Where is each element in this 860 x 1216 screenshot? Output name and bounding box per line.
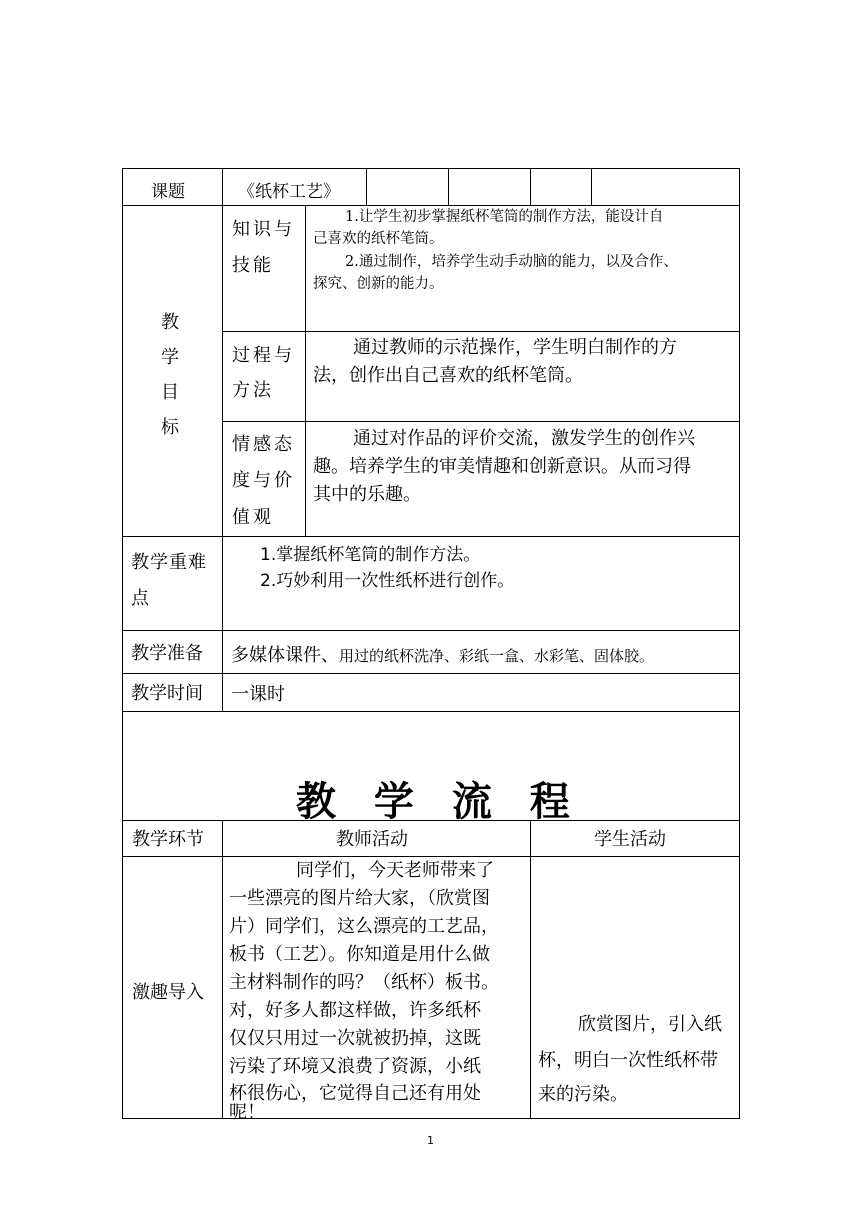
col-divider xyxy=(305,205,306,536)
process-label: 过程与 xyxy=(232,345,295,366)
knowledge-text: 探究、创新的能力。 xyxy=(313,276,444,292)
col-divider xyxy=(222,820,223,1118)
flow-header-teacher: 教师活动 xyxy=(336,829,408,850)
table-border-left xyxy=(122,168,123,1118)
student-activity-line: 杯，明白一次性纸杯带 xyxy=(538,1050,718,1071)
key-point-item: 1.掌握纸杯笔筒的制作方法。 xyxy=(260,545,481,565)
row-divider xyxy=(122,536,740,537)
knowledge-label: 知识与 xyxy=(232,219,295,240)
col-divider xyxy=(448,168,449,205)
flow-stage: 激趣导入 xyxy=(132,982,204,1003)
knowledge-text: 己喜欢的纸杯笔筒。 xyxy=(313,231,444,247)
col-divider xyxy=(591,168,592,205)
emotion-label: 度与价 xyxy=(232,470,295,491)
emotion-text: 趣。培养学生的审美情趣和创新意识。从而习得 xyxy=(313,456,691,477)
student-activity-line: 欣赏图片，引入纸 xyxy=(578,1014,722,1035)
process-text: 通过教师的示范操作，学生明白制作的方 xyxy=(353,337,677,358)
table-border-bottom xyxy=(122,1118,740,1119)
col-divider xyxy=(366,168,367,205)
emotion-text: 其中的乐趣。 xyxy=(313,484,421,505)
emotion-text: 通过对作品的评价交流，激发学生的创作兴 xyxy=(353,428,695,449)
flow-header-student: 学生活动 xyxy=(594,829,666,850)
course-label: 课题 xyxy=(151,182,185,202)
teacher-activity-line: 板书（工艺）。你知道是用什么做 xyxy=(229,944,490,965)
table-border-top xyxy=(122,168,740,169)
teacher-activity-line: 主材料制作的吗？（纸杯）板书。 xyxy=(229,972,499,993)
row-divider xyxy=(122,630,740,631)
teacher-activity-line: 同学们，今天老师带来了 xyxy=(296,860,494,881)
key-points-label: 教学重难 xyxy=(131,552,207,573)
teacher-activity-line: 片）同学们，这么漂亮的工艺品， xyxy=(229,916,499,937)
teacher-activity-line: 呢！ xyxy=(229,1102,265,1123)
col-divider xyxy=(222,168,223,711)
student-activity-line: 来的污染。 xyxy=(538,1084,628,1105)
col-divider xyxy=(530,820,531,1118)
key-point-item: 2.巧妙利用一次性纸杯进行创作。 xyxy=(260,571,515,591)
page-number: 1 xyxy=(427,1134,434,1147)
objectives-label-char: 标 xyxy=(161,417,179,438)
process-label: 方法 xyxy=(232,380,274,401)
key-points-label: 点 xyxy=(131,588,149,609)
preparation-value-a: 多媒体课件、 xyxy=(231,645,339,666)
row-divider xyxy=(122,673,740,674)
teacher-activity-line: 仅仅只用过一次就被扔掉，这既 xyxy=(229,1028,481,1049)
teacher-activity-line: 一些漂亮的图片给大家，（欣赏图 xyxy=(229,888,490,909)
emotion-label: 值观 xyxy=(232,507,274,528)
row-divider xyxy=(222,421,740,422)
objectives-label-char: 教 xyxy=(161,312,179,333)
col-divider xyxy=(530,168,531,205)
preparation-label: 教学准备 xyxy=(131,643,203,664)
process-text: 法，创作出自己喜欢的纸杯笔筒。 xyxy=(313,365,583,386)
flow-header-stage: 教学环节 xyxy=(132,829,204,850)
knowledge-label: 技能 xyxy=(232,255,274,276)
table-border-right xyxy=(739,168,740,1118)
preparation-value-b: 用过的纸杯洗净、彩纸一盒、水彩笔、固体胶。 xyxy=(339,647,655,665)
teacher-activity-line: 对，好多人都这样做，许多纸杯 xyxy=(229,1000,481,1021)
objectives-label-char: 目 xyxy=(161,382,179,403)
knowledge-text: 2.通过制作，培养学生动手动脑的能力，以及合作、 xyxy=(345,254,678,270)
emotion-label: 情感态 xyxy=(232,434,295,455)
time-label: 教学时间 xyxy=(131,683,203,704)
objectives-label-char: 学 xyxy=(161,347,179,368)
teacher-activity-line: 污染了环境又浪费了资源，小纸 xyxy=(229,1056,481,1077)
flow-title: 教 学 流 程 xyxy=(296,778,582,825)
time-value: 一课时 xyxy=(231,684,285,705)
teacher-activity-line: 杯很伤心，它觉得自己还有用处 xyxy=(229,1083,481,1104)
row-divider xyxy=(122,711,740,712)
knowledge-text: 1.让学生初步掌握纸杯笔筒的制作方法，能设计自 xyxy=(345,209,664,225)
preparation-value xyxy=(231,641,654,667)
row-divider xyxy=(222,331,740,332)
course-title: 《纸杯工艺》 xyxy=(238,182,340,202)
